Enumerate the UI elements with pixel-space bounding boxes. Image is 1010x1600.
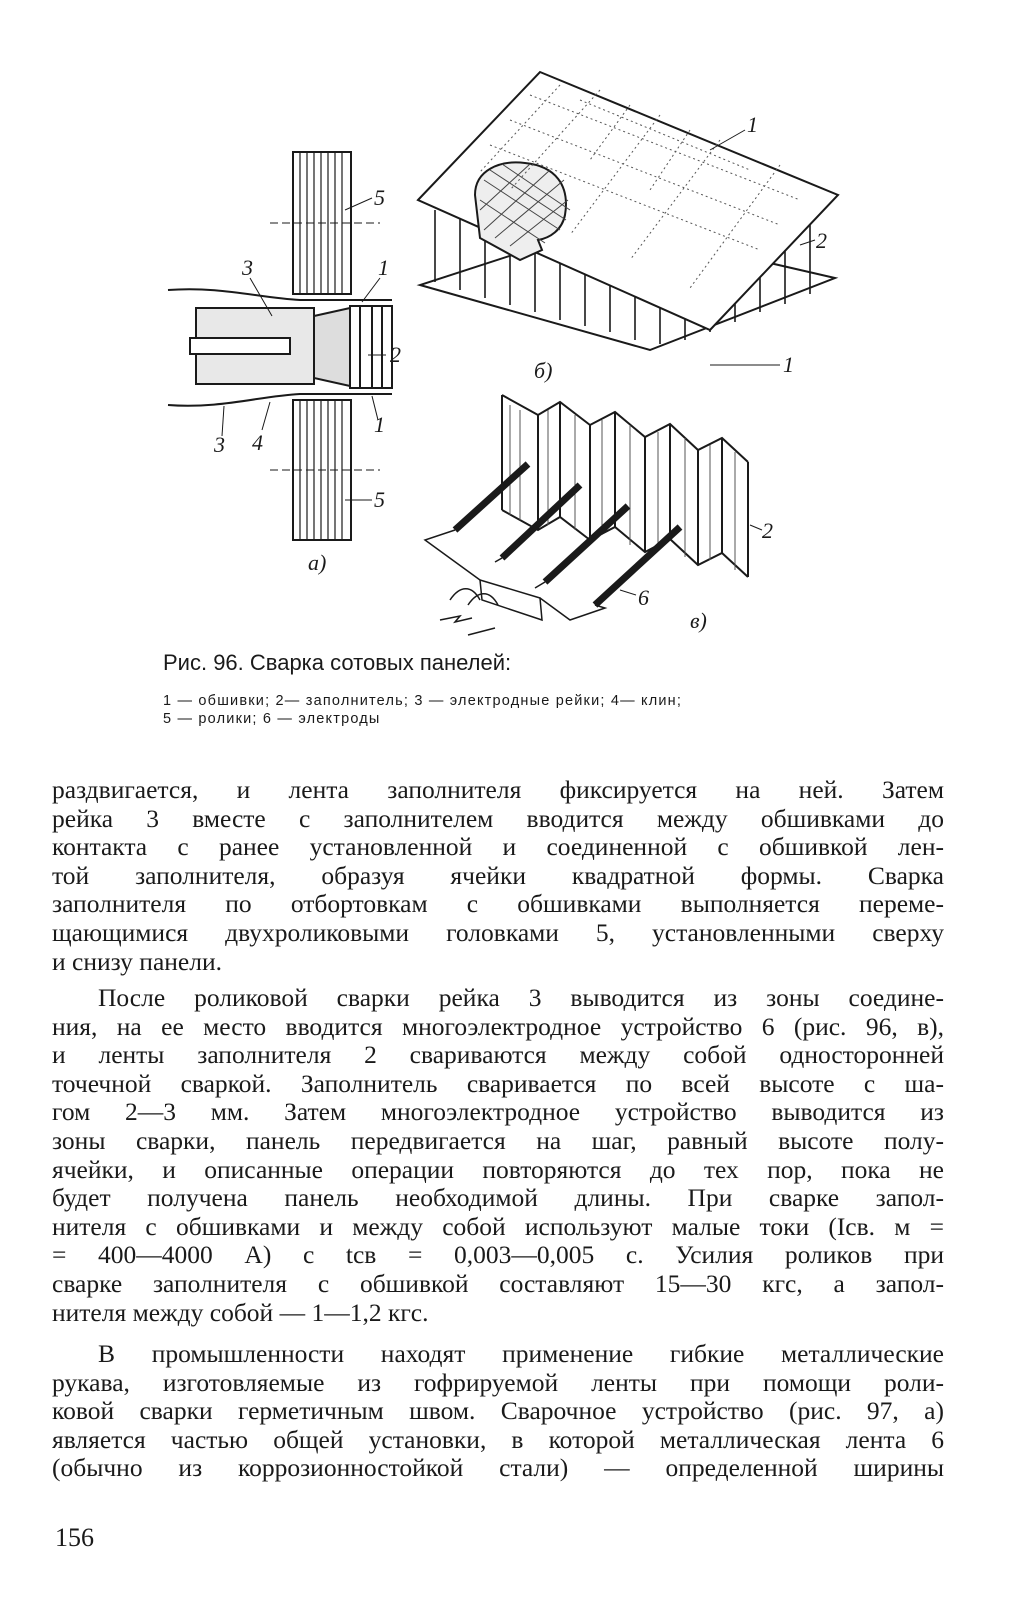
label-3-top: 3 [242, 255, 253, 280]
text-line: После роликовой сварки рейка 3 выводится из зоны соедине- [98, 984, 944, 1012]
text-line: нителя между собой — 1—1,2 кгс. [52, 1298, 429, 1327]
paragraph-3 [52, 1340, 944, 1483]
text-line: = 400—4000 А) с tсв = 0,003—0,005 с. Усилия роликов при [52, 1241, 944, 1270]
text-line: заполнителя по отбортовкам с обшивками выполняется переме- [52, 890, 944, 919]
label-1-bottom-b: 1 [783, 352, 794, 377]
label-1-top-a: 1 [378, 255, 389, 280]
text-line: рейка 3 вместе с заполнителем вводится между обшивками до [52, 804, 944, 833]
label-1-bottom-a: 1 [374, 412, 385, 437]
text-line: является частью общей установки, в которой металлическая лента 6 [52, 1425, 944, 1454]
label-1-top-b: 1 [747, 112, 758, 137]
label-4: 4 [252, 430, 263, 455]
text-line: контакта с ранее установленной и соединенной с обшивкой лен- [52, 833, 944, 862]
text-line: точечной сваркой. Заполнитель сваривается по всей высоте с ша- [52, 1069, 944, 1098]
text-line: В промышленности находят применение гибкие металлические [98, 1340, 944, 1368]
paragraph-1 [52, 776, 944, 976]
label-5-bottom: 5 [374, 487, 385, 512]
multi-electrode-device-v [425, 395, 748, 635]
figure-caption-title: Рис. 96. Сварка сотовых панелей: [163, 650, 512, 675]
label-2-a: 2 [390, 342, 401, 367]
figure-caption-legend [163, 692, 863, 728]
text-line: той заполнителя, образуя ячейки квадратной формы. Сварка [52, 861, 944, 890]
text-line: и снизу панели. [52, 947, 222, 976]
page-number: 156 [55, 1523, 94, 1552]
text-line: щающимися двухроликовыми головками 5, установленными сверху [52, 918, 944, 947]
text-line: ячейки, и описанные операции повторяются до тех пор, пока не [52, 1155, 944, 1184]
legend-line-1: 1 — обшивки; 2— заполнитель; 3 — электродные рейки; 4— клин; [163, 693, 683, 709]
figure-96 [150, 60, 870, 660]
text-line: ния, на ее место вводится многоэлектродное устройство 6 (рис. 96, в), [52, 1012, 944, 1041]
text-line: сварке заполнителя с обшивкой составляют 15—30 кгс, а запол- [52, 1269, 944, 1298]
label-6: 6 [638, 585, 649, 610]
figure-drawing [150, 60, 870, 660]
text-line: будет получена панель необходимой длины. При сварке запол- [52, 1184, 944, 1213]
panel-label-a: а) [308, 550, 327, 575]
label-5-top: 5 [374, 185, 385, 210]
text-line: гом 2—3 мм. Затем многоэлектродное устройство выводится из [52, 1098, 944, 1127]
text-line: нителя с обшивками и между собой используют малые токи (Iсв. м = [52, 1212, 944, 1241]
text-line: ковой сварки герметичным швом. Сварочное устройство (рис. 97, а) [52, 1397, 944, 1426]
paragraph-2 [52, 984, 944, 1327]
text-line: (обычно из коррозионностойкой стали) — определенной ширины [52, 1454, 944, 1483]
text-line: рукава, изготовляемые из гофрируемой ленты при помощи роли- [52, 1368, 944, 1397]
label-3-bottom: 3 [214, 432, 225, 457]
label-2-v: 2 [762, 518, 773, 543]
text-line: раздвигается, и лента заполнителя фиксируется на ней. Затем [52, 776, 944, 804]
panel-label-b: б) [534, 358, 553, 383]
legend-line-2: 5 — ролики; 6 — электроды [163, 711, 381, 727]
label-2-b: 2 [816, 228, 827, 253]
text-line: зоны сварки, панель передвигается на шаг, равный высоте полу- [52, 1126, 944, 1155]
honeycomb-panel-b [418, 72, 838, 350]
text-line: и ленты заполнителя 2 свариваются между собой односторонней [52, 1041, 944, 1070]
roller-assembly-a [168, 152, 392, 540]
panel-label-v: в) [690, 608, 707, 633]
